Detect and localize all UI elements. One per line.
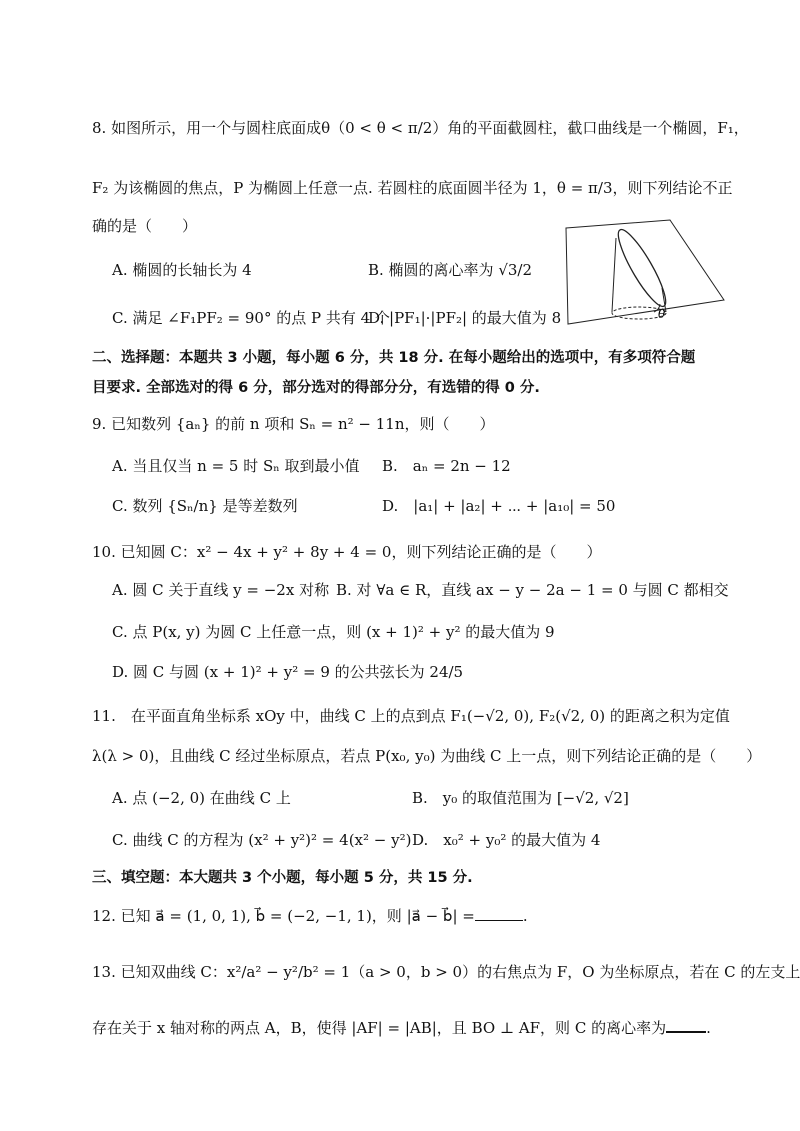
cylinder-ellipse-diagram: [562, 218, 728, 328]
q11-line1: 11. 在平面直角坐标系 xOy 中，曲线 C 上的点到点 F₁(−√2, 0), F₂(√2, 0) 的距离之积为定值: [92, 707, 730, 725]
q8-line3: 确的是（ ）: [92, 217, 198, 235]
q13-stem: 存在关于 x 轴对称的两点 A，B，使得 |AF| = |AB|，且 BO ⊥ AF，则 C 的离心率为: [92, 1019, 667, 1037]
q13-line2: [92, 1018, 711, 1038]
q11-option-d: D. x₀² + y₀² 的最大值为 4: [412, 831, 601, 849]
q8-option-a: A. 椭圆的长轴长为 4: [112, 261, 252, 279]
q10-option-a: A. 圆 C 关于直线 y = −2x 对称: [112, 581, 330, 599]
q11-option-b: B. y₀ 的取值范围为 [−√2, √2]: [412, 789, 629, 807]
q13-answer-blank[interactable]: [666, 1031, 706, 1033]
section2-line1: 二、选择题：本题共 3 小题，每小题 6 分，共 18 分. 在每小题给出的选项中，有多项符合题: [92, 350, 696, 366]
q8-option-b: B. 椭圆的离心率为 √3/2: [368, 261, 533, 279]
q10-option-b: B. 对 ∀a ∈ R，直线 ax − y − 2a − 1 = 0 与圆 C 都相交: [336, 581, 729, 599]
cylinder-left-edge: [612, 238, 616, 312]
q11-option-a: A. 点 (−2, 0) 在曲线 C 上: [112, 789, 291, 807]
q12-line: [92, 906, 528, 926]
q9-stem: 9. 已知数列 {aₙ} 的前 n 项和 Sₙ = n² − 11n，则（ ）: [92, 415, 495, 433]
q10-stem: 10. 已知圆 C：x² − 4x + y² + 8y + 4 = 0，则下列结论正确的是（ ）: [92, 543, 602, 561]
theta-label: θ: [658, 307, 666, 321]
q8-line1: 8. 如图所示，用一个与圆柱底面成θ（0 < θ < π/2）角的平面截圆柱，截口曲线是一个椭圆，F₁，: [92, 119, 749, 137]
q10-option-c: C. 点 P(x, y) 为圆 C 上任意一点，则 (x + 1)² + y² 的最大值为 9: [112, 623, 555, 641]
q13-end: .: [706, 1019, 711, 1037]
cutting-plane: [566, 220, 724, 324]
q11-option-c: C. 曲线 C 的方程为 (x² + y²)² = 4(x² − y²): [112, 831, 412, 849]
q12-answer-blank[interactable]: [475, 920, 523, 921]
q12-end: .: [522, 907, 528, 925]
section2-line2: 目要求. 全部选对的得 6 分，部分选对的得部分分，有选错的得 0 分.: [92, 380, 540, 396]
q10-option-d: D. 圆 C 与圆 (x + 1)² + y² = 9 的公共弦长为 24/5: [112, 663, 464, 681]
q13-line1: 13. 已知双曲线 C：x²/a² − y²/b² = 1（a > 0，b > 0）的右焦点为 F，O 为坐标原点，若在 C 的左支上: [92, 963, 800, 981]
q8-option-d: D. |PF₁|·|PF₂| 的最大值为 8: [368, 309, 562, 327]
q9-option-d: D. |a₁| + |a₂| + ⋯ + |a₁₀| = 50: [382, 497, 616, 515]
q12-stem: 12. 已知 a⃗ = (1, 0, 1), b⃗ = (−2, −1, 1)，则 |a⃗ − b⃗| =: [92, 907, 475, 925]
q9-option-b: B. aₙ = 2n − 12: [382, 457, 511, 475]
q8-option-c: C. 满足 ∠F₁PF₂ = 90° 的点 P 共有 4 个: [112, 309, 390, 327]
q11-line2: λ(λ > 0)，且曲线 C 经过坐标原点，若点 P(x₀, y₀) 为曲线 C 上一点，则下列结论正确的是（ ）: [92, 747, 762, 765]
q8-line2: F₂ 为该椭圆的焦点，P 为椭圆上任意一点. 若圆柱的底面圆半径为 1，θ = π/3，则下列结论不正: [92, 179, 733, 197]
q9-option-a: A. 当且仅当 n = 5 时 Sₙ 取到最小值: [112, 457, 360, 475]
q9-option-c: C. 数列 {Sₙ/n} 是等差数列: [112, 497, 298, 515]
section3-line1: 三、填空题：本大题共 3 个小题，每小题 5 分，共 15 分.: [92, 870, 473, 886]
